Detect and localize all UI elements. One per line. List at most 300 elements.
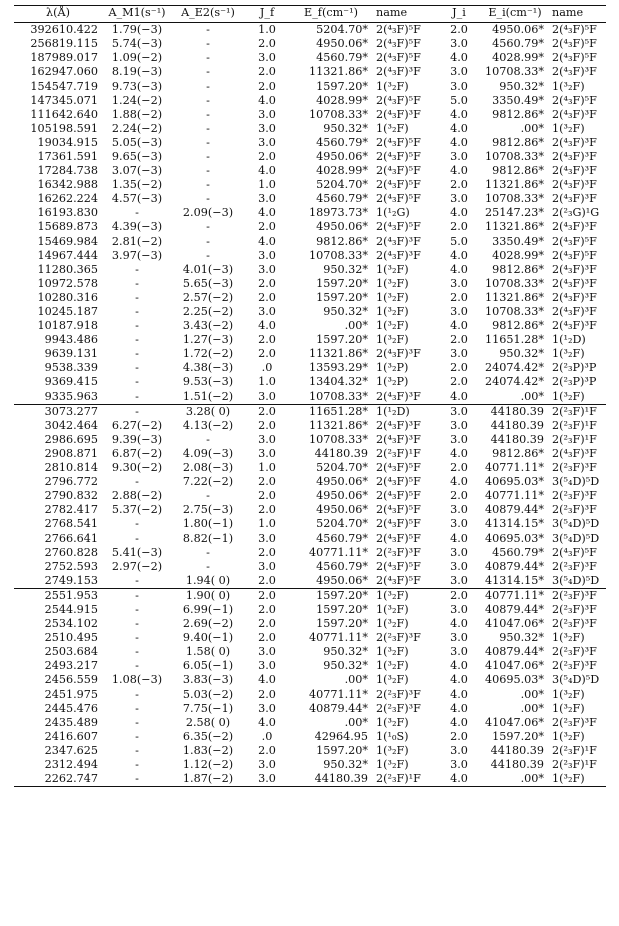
wavelength-cell: 162947.060 <box>30 65 98 79</box>
j-initial-cell: 4.0 <box>450 389 468 403</box>
a-e2-cell: 5.65(−3) <box>182 276 234 290</box>
j-initial-cell: 3.0 <box>450 631 468 645</box>
e-final-cell: 5204.70* <box>316 517 368 531</box>
j-final-cell: 3.0 <box>258 305 276 319</box>
a-e2-cell: 4.09(−3) <box>182 446 234 460</box>
wavelength-cell: 9639.131 <box>44 347 98 361</box>
a-m1-cell: 5.05(−3) <box>111 135 163 149</box>
name-initial-cell: 2(⁴₃F)³F <box>552 178 597 192</box>
name-final-cell: 2(²₃F)³F <box>376 631 421 645</box>
e-initial-cell: 11321.86* <box>485 220 544 234</box>
j-initial-cell: 4.0 <box>450 446 468 460</box>
table-row <box>14 65 606 79</box>
j-final-cell: .0 <box>261 729 273 743</box>
j-initial-cell: 4.0 <box>450 701 468 715</box>
name-final-cell: 2(⁴₃F)⁵F <box>376 178 421 192</box>
e-initial-cell: 41047.06* <box>485 715 544 729</box>
a-m1-cell: 4.57(−3) <box>111 192 163 206</box>
transition-table-container <box>14 5 606 787</box>
name-final-cell: 2(⁴₃F)³F <box>376 389 421 403</box>
header-wavelength: λ(Å) <box>14 6 102 23</box>
name-initial-cell: 2(²₃F)³F <box>552 588 597 602</box>
e-final-cell: 4950.06* <box>316 489 368 503</box>
j-final-cell: 2.0 <box>258 418 276 432</box>
a-m1-cell: 2.97(−2) <box>111 559 163 573</box>
j-initial-cell: 2.0 <box>450 375 468 389</box>
name-final-cell: 2(⁴₃F)⁵F <box>376 23 421 37</box>
name-final-cell: 1(³₂F) <box>376 79 409 93</box>
name-initial-cell: 2(⁴₃F)⁵F <box>552 93 597 107</box>
a-m1-cell: 9.73(−3) <box>111 79 163 93</box>
e-final-cell: 1597.20* <box>316 617 368 631</box>
wavelength-cell: 16262.224 <box>37 192 98 206</box>
name-final-cell: 1(³₂P) <box>376 361 409 375</box>
j-final-cell: 2.0 <box>258 545 276 559</box>
name-final-cell: 2(⁴₃F)⁵F <box>376 135 421 149</box>
j-final-cell: 2.0 <box>258 79 276 93</box>
e-final-cell: 4560.79* <box>316 531 368 545</box>
e-initial-cell: 40771.11* <box>485 461 544 475</box>
wavelength-cell: 9943.486 <box>44 333 98 347</box>
e-initial-cell: 1597.20* <box>492 729 544 743</box>
header-name-initial: name <box>548 6 606 23</box>
e-final-cell: 44180.39 <box>314 446 368 460</box>
j-initial-cell: 3.0 <box>450 65 468 79</box>
j-final-cell: 1.0 <box>258 178 276 192</box>
name-final-cell: 2(⁴₃F)⁵F <box>376 93 421 107</box>
a-m1-cell: - <box>135 276 139 290</box>
table-row <box>14 277 606 291</box>
name-final-cell: 2(⁴₃F)⁵F <box>376 164 421 178</box>
e-final-cell: 13404.32* <box>309 375 368 389</box>
a-m1-cell: 3.97(−3) <box>111 248 163 262</box>
e-final-cell: 4950.06* <box>316 149 368 163</box>
a-e2-cell: 2.25(−2) <box>182 305 234 319</box>
a-m1-cell: - <box>135 772 139 786</box>
name-final-cell: 2(⁴₃F)⁵F <box>376 220 421 234</box>
wavelength-cell: 10972.578 <box>37 276 98 290</box>
table-row <box>14 433 606 447</box>
j-initial-cell: 4.0 <box>450 531 468 545</box>
a-m1-cell: 1.09(−2) <box>111 51 163 65</box>
table-row <box>14 235 606 249</box>
j-final-cell: 4.0 <box>258 319 276 333</box>
a-e2-cell: - <box>206 37 210 51</box>
e-final-cell: 950.32* <box>323 305 368 319</box>
j-final-cell: 3.0 <box>258 446 276 460</box>
a-m1-cell: 1.79(−3) <box>111 23 163 37</box>
name-final-cell: 1(³₂F) <box>376 617 409 631</box>
table-row <box>14 347 606 361</box>
e-final-cell: 1597.20* <box>316 290 368 304</box>
wavelength-cell: 16342.988 <box>37 178 98 192</box>
j-final-cell: 2.0 <box>258 573 276 587</box>
j-initial-cell: 3.0 <box>450 418 468 432</box>
j-initial-cell: 2.0 <box>450 461 468 475</box>
j-final-cell: 4.0 <box>258 234 276 248</box>
a-m1-cell: 2.88(−2) <box>111 489 163 503</box>
e-final-cell: 1597.20* <box>316 602 368 616</box>
a-m1-cell: 3.07(−3) <box>111 164 163 178</box>
e-final-cell: 18973.73* <box>309 206 368 220</box>
e-final-cell: 42964.95 <box>314 729 368 743</box>
a-e2-cell: 9.53(−3) <box>182 375 234 389</box>
name-initial-cell: 2(²₃P)³P <box>552 375 597 389</box>
table-row <box>14 531 606 545</box>
a-e2-cell: 7.22(−2) <box>182 475 234 489</box>
j-initial-cell: 2.0 <box>450 729 468 743</box>
table-row <box>14 404 606 419</box>
wavelength-cell: 9335.963 <box>44 389 98 403</box>
e-final-cell: 9812.86* <box>316 234 368 248</box>
a-m1-cell: 9.30(−2) <box>111 461 163 475</box>
a-m1-cell: 5.37(−2) <box>111 503 163 517</box>
header-a-m1: A_M1(s⁻¹) <box>102 6 172 23</box>
wavelength-cell: 15469.984 <box>37 234 98 248</box>
e-final-cell: 1597.20* <box>316 588 368 602</box>
a-m1-cell: 8.19(−3) <box>111 65 163 79</box>
wavelength-cell: 2908.871 <box>44 446 98 460</box>
a-m1-cell: - <box>135 531 139 545</box>
a-m1-cell: 5.41(−3) <box>111 545 163 559</box>
e-initial-cell: 40695.03* <box>485 673 544 687</box>
table-row <box>14 263 606 277</box>
table-row <box>14 164 606 178</box>
a-e2-cell: 7.75(−1) <box>182 701 234 715</box>
table-row <box>14 758 606 772</box>
e-final-cell: 10708.33* <box>309 107 368 121</box>
a-e2-cell: 4.13(−2) <box>182 418 234 432</box>
j-final-cell: 2.0 <box>258 687 276 701</box>
j-initial-cell: 3.0 <box>450 192 468 206</box>
j-final-cell: 3.0 <box>258 248 276 262</box>
name-initial-cell: 2(⁴₃F)⁵F <box>552 37 597 51</box>
name-initial-cell: 2(⁴₃F)³F <box>552 192 597 206</box>
table-row <box>14 603 606 617</box>
e-initial-cell: 9812.86* <box>492 135 544 149</box>
table-row <box>14 475 606 489</box>
a-m1-cell: 1.35(−2) <box>111 178 163 192</box>
name-final-cell: 2(⁴₃F)³F <box>376 248 421 262</box>
j-final-cell: 4.0 <box>258 673 276 687</box>
table-row <box>14 546 606 560</box>
table-row <box>14 319 606 333</box>
e-final-cell: 4950.06* <box>316 37 368 51</box>
e-initial-cell: 9812.86* <box>492 164 544 178</box>
name-final-cell: 2(⁴₃F)³F <box>376 234 421 248</box>
table-row <box>14 631 606 645</box>
e-initial-cell: 11321.86* <box>485 290 544 304</box>
a-e2-cell: - <box>206 51 210 65</box>
e-initial-cell: 11321.86* <box>485 178 544 192</box>
name-final-cell: 1(³₂P) <box>376 375 409 389</box>
a-m1-cell: - <box>135 347 139 361</box>
a-e2-cell: - <box>206 432 210 446</box>
name-final-cell: 1(³₂F) <box>376 305 409 319</box>
a-m1-cell: 9.65(−3) <box>111 149 163 163</box>
j-final-cell: 3.0 <box>258 389 276 403</box>
a-e2-cell: 2.69(−2) <box>182 617 234 631</box>
j-initial-cell: 4.0 <box>450 107 468 121</box>
table-row <box>14 517 606 531</box>
j-final-cell: 3.0 <box>258 559 276 573</box>
a-m1-cell: - <box>135 333 139 347</box>
wavelength-cell: 187989.017 <box>30 51 98 65</box>
name-final-cell: 1(³₂F) <box>376 673 409 687</box>
a-m1-cell: - <box>135 290 139 304</box>
name-initial-cell: 1(³₂F) <box>552 701 585 715</box>
a-e2-cell: 1.12(−2) <box>182 758 234 772</box>
name-final-cell: 2(²₃F)³F <box>376 687 421 701</box>
a-m1-cell: - <box>135 701 139 715</box>
name-final-cell: 2(²₃F)³F <box>376 545 421 559</box>
a-m1-cell: - <box>135 319 139 333</box>
j-initial-cell: 4.0 <box>450 206 468 220</box>
e-final-cell: 40771.11* <box>309 545 368 559</box>
a-e2-cell: 1.51(−2) <box>182 389 234 403</box>
table-row <box>14 249 606 263</box>
name-initial-cell: 2(⁴₃F)⁵F <box>552 234 597 248</box>
a-e2-cell: - <box>206 79 210 93</box>
e-final-cell: 11321.86* <box>309 65 368 79</box>
j-final-cell: 3.0 <box>258 659 276 673</box>
a-m1-cell: - <box>135 617 139 631</box>
name-initial-cell: 2(⁴₃F)³F <box>552 290 597 304</box>
e-initial-cell: 4560.79* <box>492 37 544 51</box>
e-final-cell: 5204.70* <box>316 23 368 37</box>
name-final-cell: 1(¹₂D) <box>376 404 410 418</box>
wavelength-cell: 17284.738 <box>37 164 98 178</box>
wavelength-cell: 2986.695 <box>44 432 98 446</box>
name-final-cell: 1(³₂F) <box>376 602 409 616</box>
j-final-cell: 3.0 <box>258 107 276 121</box>
name-initial-cell: 2(²₃F)¹F <box>552 404 597 418</box>
e-initial-cell: 41314.15* <box>485 517 544 531</box>
table-row <box>14 122 606 136</box>
table-row <box>14 94 606 108</box>
e-final-cell: 1597.20* <box>316 743 368 757</box>
name-final-cell: 2(⁴₃F)⁵F <box>376 517 421 531</box>
e-initial-cell: 9812.86* <box>492 262 544 276</box>
e-final-cell: 11321.86* <box>309 418 368 432</box>
table-group-2 <box>14 404 606 588</box>
header-name-final: name <box>372 6 436 23</box>
a-m1-cell: 4.39(−3) <box>111 220 163 234</box>
name-initial-cell: 3(⁵₄D)⁵D <box>552 573 600 587</box>
name-initial-cell: 2(²₃F)³F <box>552 715 597 729</box>
e-final-cell: 950.32* <box>323 121 368 135</box>
name-initial-cell: 1(³₂F) <box>552 79 585 93</box>
wavelength-cell: 2760.828 <box>44 545 98 559</box>
j-initial-cell: 4.0 <box>450 121 468 135</box>
j-initial-cell: 4.0 <box>450 135 468 149</box>
name-final-cell: 2(⁴₃F)³F <box>376 347 421 361</box>
name-final-cell: 2(⁴₃F)³F <box>376 65 421 79</box>
wavelength-cell: 2752.593 <box>44 559 98 573</box>
a-m1-cell: 9.39(−3) <box>111 432 163 446</box>
j-initial-cell: 3.0 <box>450 645 468 659</box>
wavelength-cell: 2347.625 <box>44 743 98 757</box>
e-final-cell: 950.32* <box>323 262 368 276</box>
wavelength-cell: 2544.915 <box>44 602 98 616</box>
e-initial-cell: 44180.39 <box>490 418 544 432</box>
a-m1-cell: - <box>135 729 139 743</box>
wavelength-cell: 10245.187 <box>37 305 98 319</box>
e-final-cell: 1597.20* <box>316 276 368 290</box>
j-final-cell: 2.0 <box>258 37 276 51</box>
e-initial-cell: 40771.11* <box>485 489 544 503</box>
e-final-cell: 11651.28* <box>309 404 368 418</box>
table-row <box>14 23 606 38</box>
a-m1-cell: - <box>135 758 139 772</box>
j-final-cell: 3.0 <box>258 758 276 772</box>
name-final-cell: 2(⁴₃F)⁵F <box>376 461 421 475</box>
name-initial-cell: 2(²₃F)³F <box>552 659 597 673</box>
e-initial-cell: 44180.39 <box>490 432 544 446</box>
name-initial-cell: 1(³₂F) <box>552 631 585 645</box>
table-row <box>14 79 606 93</box>
a-e2-cell: 4.01(−3) <box>182 262 234 276</box>
name-final-cell: 2(⁴₃F)⁵F <box>376 475 421 489</box>
wavelength-cell: 111642.640 <box>30 107 98 121</box>
wavelength-cell: 3073.277 <box>44 404 98 418</box>
e-initial-cell: 4950.06* <box>492 23 544 37</box>
a-m1-cell: - <box>135 305 139 319</box>
j-initial-cell: 3.0 <box>450 758 468 772</box>
name-initial-cell: 2(⁴₃F)³F <box>552 65 597 79</box>
e-final-cell: 10708.33* <box>309 248 368 262</box>
j-final-cell: 2.0 <box>258 503 276 517</box>
name-final-cell: 2(⁴₃F)³F <box>376 107 421 121</box>
a-m1-cell: - <box>135 206 139 220</box>
j-final-cell: 2.0 <box>258 276 276 290</box>
wavelength-cell: 10187.918 <box>37 319 98 333</box>
e-final-cell: 4028.99* <box>316 93 368 107</box>
name-final-cell: 1(³₂F) <box>376 262 409 276</box>
j-initial-cell: 3.0 <box>450 305 468 319</box>
j-final-cell: 3.0 <box>258 135 276 149</box>
name-initial-cell: 2(⁴₃F)³F <box>552 446 597 460</box>
e-initial-cell: .00* <box>520 701 544 715</box>
e-initial-cell: 40879.44* <box>485 559 544 573</box>
j-initial-cell: 3.0 <box>450 743 468 757</box>
j-final-cell: 4.0 <box>258 93 276 107</box>
table-row <box>14 461 606 475</box>
j-initial-cell: 2.0 <box>450 333 468 347</box>
table-row <box>14 419 606 433</box>
name-initial-cell: 2(⁴₃F)³F <box>552 319 597 333</box>
j-initial-cell: 3.0 <box>450 404 468 418</box>
a-e2-cell: - <box>206 545 210 559</box>
name-initial-cell: 2(²₃F)³F <box>552 602 597 616</box>
j-initial-cell: 4.0 <box>450 715 468 729</box>
name-initial-cell: 2(⁴₃F)⁵F <box>552 248 597 262</box>
a-m1-cell: - <box>135 687 139 701</box>
table-row <box>14 192 606 206</box>
j-initial-cell: 2.0 <box>450 588 468 602</box>
name-final-cell: 2(⁴₃F)⁵F <box>376 51 421 65</box>
a-e2-cell: - <box>206 164 210 178</box>
j-final-cell: 4.0 <box>258 715 276 729</box>
table-row <box>14 150 606 164</box>
j-final-cell: 3.0 <box>258 121 276 135</box>
a-m1-cell: - <box>135 743 139 757</box>
a-e2-cell: - <box>206 234 210 248</box>
name-final-cell: 1(³₂F) <box>376 659 409 673</box>
wavelength-cell: 154547.719 <box>30 79 98 93</box>
j-final-cell: 3.0 <box>258 772 276 786</box>
j-initial-cell: 2.0 <box>450 23 468 37</box>
name-final-cell: 2(⁴₃F)⁵F <box>376 559 421 573</box>
e-initial-cell: 40771.11* <box>485 588 544 602</box>
a-e2-cell: 2.08(−3) <box>182 461 234 475</box>
wavelength-cell: 392610.422 <box>30 23 98 37</box>
e-initial-cell: 40695.03* <box>485 475 544 489</box>
a-m1-cell: - <box>135 389 139 403</box>
a-m1-cell: - <box>135 375 139 389</box>
table-row <box>14 220 606 234</box>
j-final-cell: 2.0 <box>258 65 276 79</box>
a-e2-cell: - <box>206 121 210 135</box>
j-final-cell: 2.0 <box>258 333 276 347</box>
name-initial-cell: 1(¹₂D) <box>552 333 586 347</box>
a-e2-cell: 1.90( 0) <box>185 588 231 602</box>
a-e2-cell: - <box>206 93 210 107</box>
a-m1-cell: - <box>135 645 139 659</box>
name-initial-cell: 2(⁴₃F)³F <box>552 149 597 163</box>
e-initial-cell: 40879.44* <box>485 645 544 659</box>
j-final-cell: 2.0 <box>258 149 276 163</box>
e-final-cell: 5204.70* <box>316 178 368 192</box>
table-row <box>14 688 606 702</box>
a-m1-cell: - <box>135 631 139 645</box>
wavelength-cell: 2790.832 <box>44 489 98 503</box>
table-row <box>14 560 606 574</box>
a-m1-cell: - <box>135 262 139 276</box>
name-initial-cell: 3(⁵₄D)⁵D <box>552 673 600 687</box>
j-initial-cell: 2.0 <box>450 489 468 503</box>
header-j-initial: J_i <box>436 6 482 23</box>
wavelength-cell: 2768.541 <box>44 517 98 531</box>
a-e2-cell: - <box>206 248 210 262</box>
j-initial-cell: 3.0 <box>450 503 468 517</box>
j-initial-cell: 2.0 <box>450 290 468 304</box>
a-m1-cell: 2.24(−2) <box>111 121 163 135</box>
j-final-cell: 2.0 <box>258 617 276 631</box>
table-row <box>14 617 606 631</box>
table-row <box>14 772 606 787</box>
name-final-cell: 1(³₂F) <box>376 333 409 347</box>
a-e2-cell: 4.38(−3) <box>182 361 234 375</box>
table-group-3 <box>14 588 606 786</box>
name-final-cell: 2(⁴₃F)⁵F <box>376 149 421 163</box>
a-m1-cell: 1.08(−3) <box>111 673 163 687</box>
table-row <box>14 702 606 716</box>
a-e2-cell: 6.35(−2) <box>182 729 234 743</box>
e-initial-cell: 41047.06* <box>485 659 544 673</box>
wavelength-cell: 14967.444 <box>37 248 98 262</box>
j-initial-cell: 4.0 <box>450 617 468 631</box>
j-initial-cell: 3.0 <box>450 602 468 616</box>
wavelength-cell: 256819.115 <box>30 37 98 51</box>
name-final-cell: 2(⁴₃F)⁵F <box>376 573 421 587</box>
wavelength-cell: 9538.339 <box>44 361 98 375</box>
j-final-cell: 1.0 <box>258 375 276 389</box>
name-initial-cell: 3(⁵₄D)⁵D <box>552 475 600 489</box>
j-final-cell: 3.0 <box>258 192 276 206</box>
a-m1-cell: - <box>135 602 139 616</box>
table-row <box>14 659 606 673</box>
